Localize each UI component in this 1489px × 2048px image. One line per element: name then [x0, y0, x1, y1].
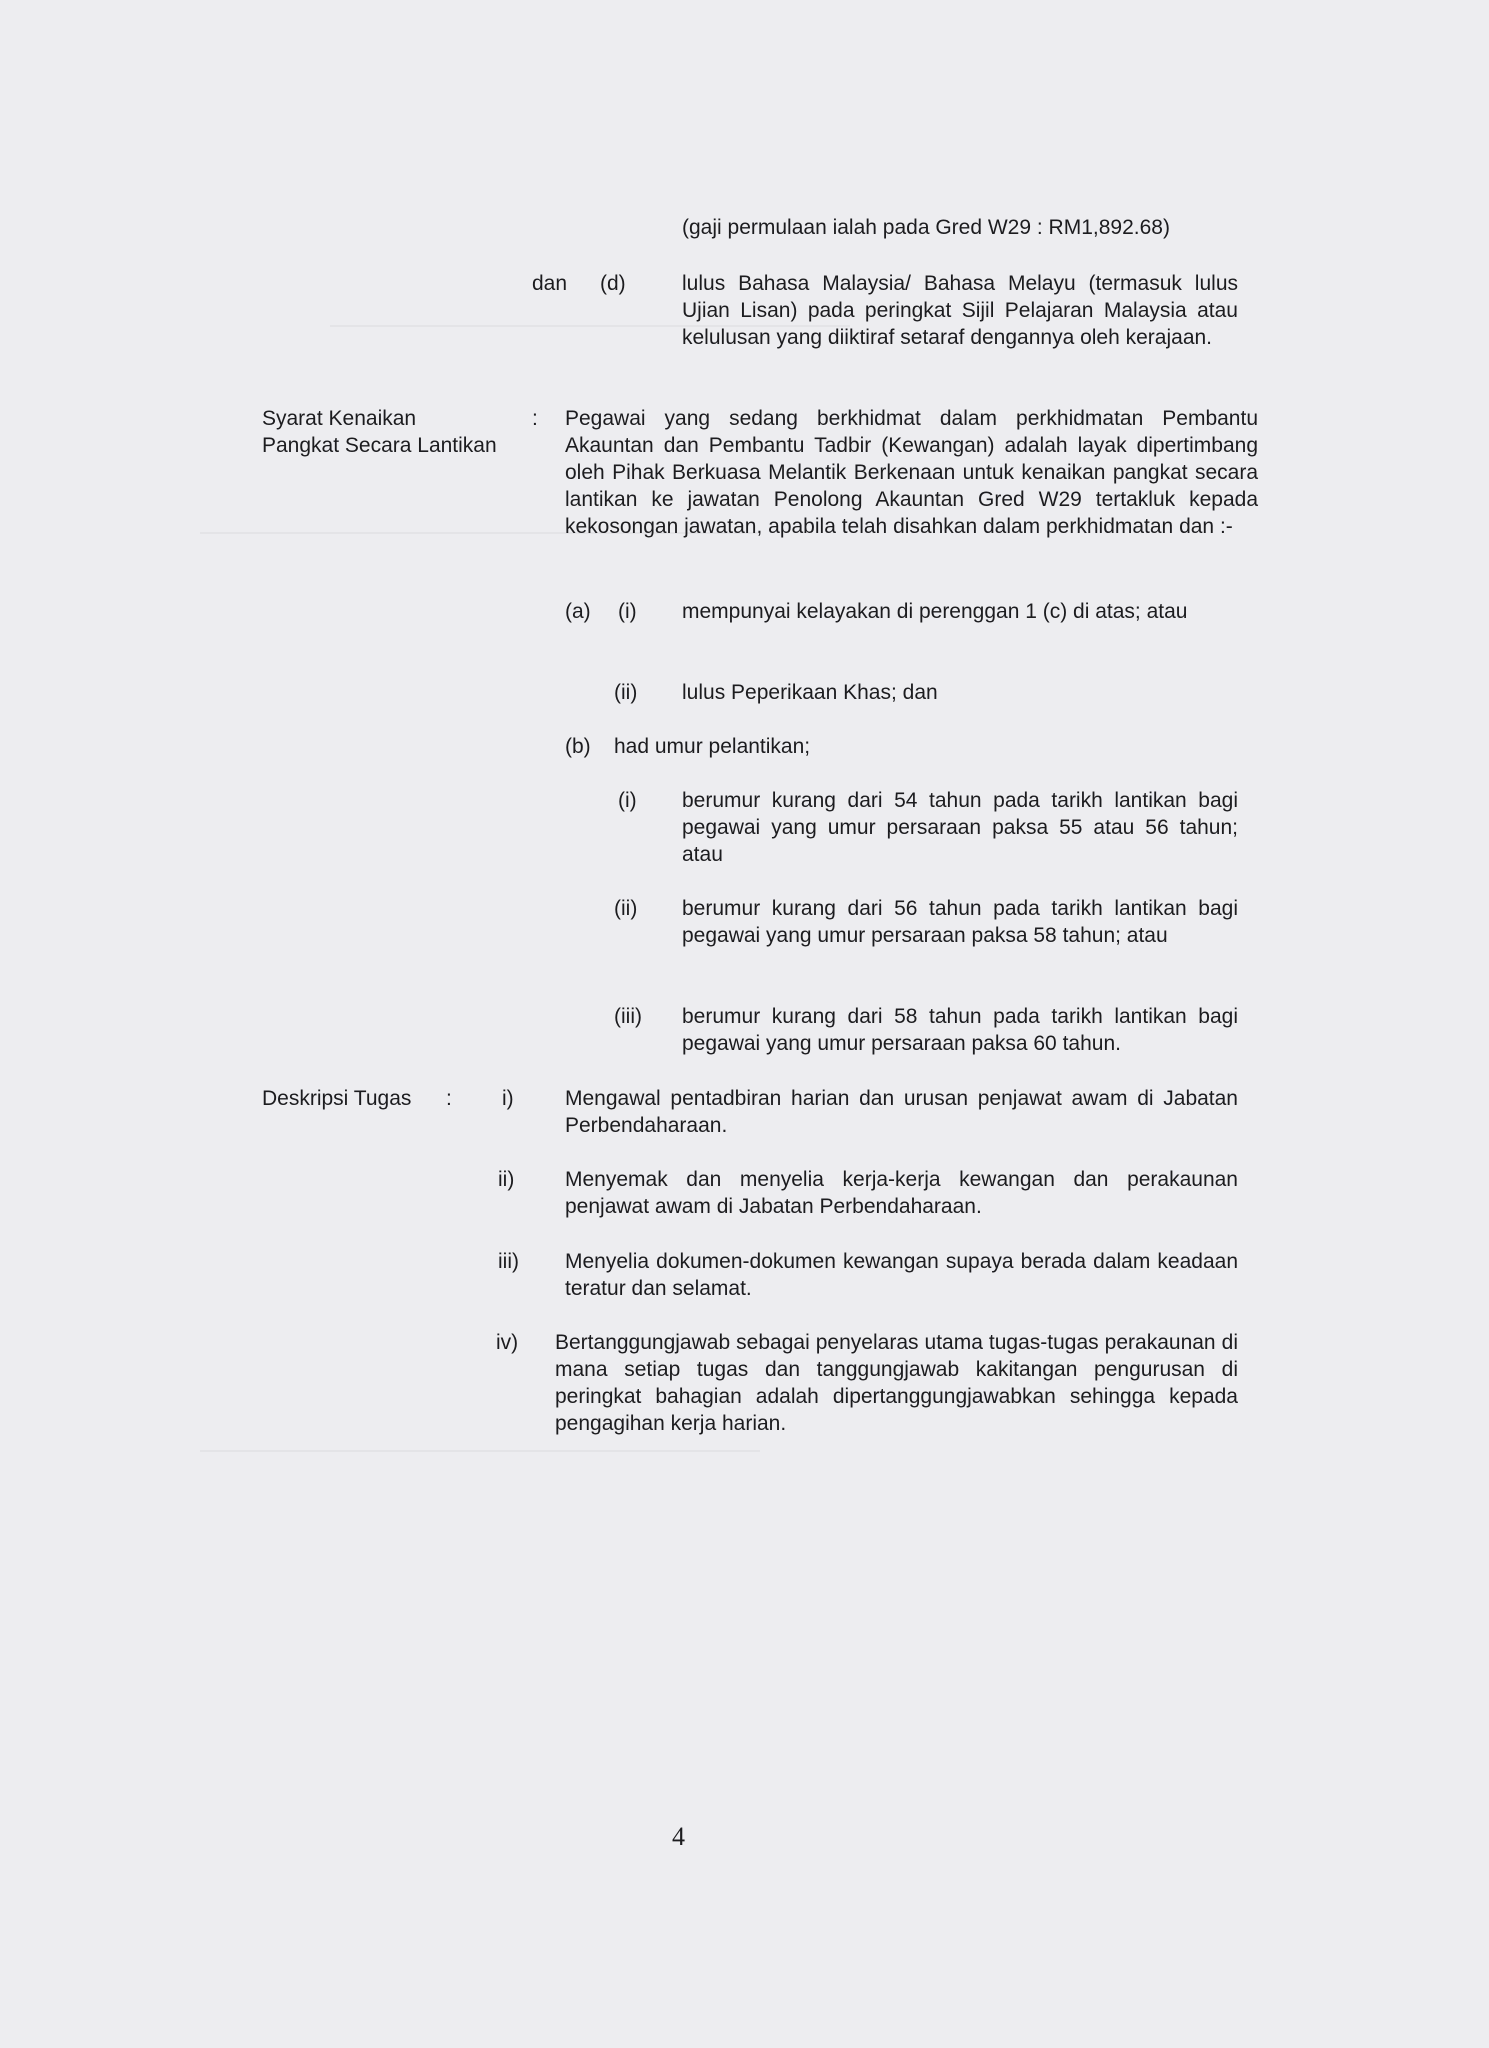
- salary-note: (gaji permulaan ialah pada Gred W29 : RM1,892.68): [682, 216, 1170, 239]
- promotion-a-label: (a): [565, 600, 591, 623]
- bleed-through-mark: [200, 1450, 760, 1452]
- duty-text: Menyelia dokumen-dokumen kewangan supaya berada dalam keadaan teratur dan selamat.: [565, 1250, 1238, 1300]
- promotion-b-text: had umur pelantikan;: [614, 735, 811, 758]
- promotion-a-i-text: mempunyai kelayakan di perenggan 1 (c) di atas; atau: [682, 600, 1188, 623]
- duty-text: Menyemak dan menyelia kerja-kerja kewangan dan perakaunan penjawat awam di Jabatan Perbendaharaan.: [565, 1168, 1238, 1218]
- promotion-b-ii-text: berumur kurang dari 56 tahun pada tarikh lantikan bagi pegawai yang umur persaraan paksa 58 tahun; atau: [682, 897, 1238, 947]
- duty-text: Bertanggungjawab sebagai penyelaras utama tugas-tugas perakaunan di mana setiap tugas dan tanggungjawab kakitangan pengurusan di peringkat bahagian adalah dipertanggungjawabkan sehingga kepada pengagihan kerja harian.: [555, 1331, 1238, 1435]
- promotion-label-line2: Pangkat Secara Lantikan: [262, 434, 497, 457]
- item-d-conjunction: dan: [532, 272, 568, 295]
- promotion-a-ii-label: (ii): [614, 681, 638, 704]
- promotion-colon: :: [532, 407, 538, 430]
- promotion-intro: Pegawai yang sedang berkhidmat dalam perkhidmatan Pembantu Akauntan dan Pembantu Tadbir (Kewangan) adalah layak dipertimbang oleh Pihak Berkuasa Melantik Berkenaan untuk kenaikan pangkat secara lantikan ke jawatan Penolong Akauntan Gred W29 tertakluk kepada kekosongan jawatan, apabila telah disahkan dalam perkhidmatan dan :-: [565, 407, 1258, 538]
- promotion-a-ii-text: lulus Peperikaan Khas; dan: [682, 681, 938, 704]
- promotion-b-iii-text: berumur kurang dari 58 tahun pada tarikh lantikan bagi pegawai yang umur persaraan paksa 60 tahun.: [682, 1005, 1238, 1055]
- promotion-label-line1: Syarat Kenaikan: [262, 407, 417, 430]
- item-d-label: (d): [600, 272, 626, 295]
- duty-number: ii): [498, 1168, 515, 1191]
- promotion-b-iii-label: (iii): [614, 1005, 642, 1028]
- promotion-b-i-text: berumur kurang dari 54 tahun pada tarikh lantikan bagi pegawai yang umur persaraan paksa 55 atau 56 tahun; atau: [682, 789, 1238, 866]
- duty-number: iii): [498, 1250, 519, 1273]
- duties-label: Deskripsi Tugas: [262, 1087, 412, 1110]
- duties-colon: :: [446, 1087, 452, 1110]
- item-d-text: lulus Bahasa Malaysia/ Bahasa Melayu (termasuk lulus Ujian Lisan) pada peringkat Sijil Pelajaran Malaysia atau kelulusan yang diiktiraf setaraf dengannya oleh kerajaan.: [682, 272, 1238, 349]
- promotion-b-label: (b): [565, 735, 591, 758]
- duty-text: Mengawal pentadbiran harian dan urusan penjawat awam di Jabatan Perbendaharaan.: [565, 1087, 1238, 1137]
- promotion-b-i-label: (i): [618, 789, 637, 812]
- duty-number: iv): [496, 1331, 519, 1354]
- duty-number: i): [502, 1087, 514, 1110]
- promotion-a-i-label: (i): [618, 600, 637, 623]
- promotion-b-ii-label: (ii): [614, 897, 638, 920]
- page-number: 4: [672, 1822, 685, 1851]
